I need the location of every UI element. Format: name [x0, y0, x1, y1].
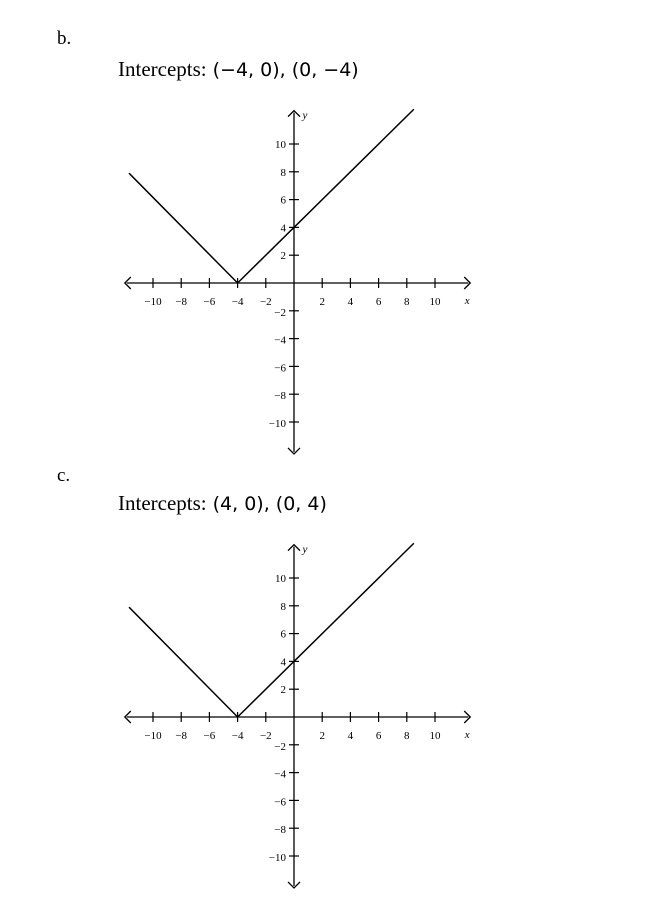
y-tick-label: −6: [274, 362, 286, 375]
x-tick-label: −6: [203, 296, 216, 308]
y-axis-label: y: [302, 109, 308, 122]
intercepts-label: Intercepts:: [118, 57, 207, 81]
y-tick-label: −8: [274, 390, 286, 403]
y-tick-label: −2: [274, 740, 286, 753]
x-tick-label: 8: [404, 730, 410, 742]
y-tick-label: 8: [280, 600, 286, 613]
graph-line: [129, 543, 414, 717]
y-tick-label: 6: [280, 628, 286, 641]
x-tick-label: 2: [319, 296, 325, 308]
y-tick-label: 4: [280, 222, 286, 235]
x-tick-label: −6: [203, 730, 216, 742]
x-tick-label: 2: [319, 730, 325, 742]
y-tick-label: −4: [274, 768, 286, 781]
y-tick-label: 8: [280, 166, 286, 179]
y-tick-label: −8: [274, 824, 286, 837]
y-tick-label: 2: [280, 250, 286, 263]
x-axis-label: x: [464, 729, 470, 741]
y-tick-label: 10: [275, 573, 286, 585]
x-tick-label: 10: [429, 296, 441, 308]
x-tick-label: 4: [347, 296, 354, 308]
y-tick-label: 6: [280, 194, 286, 207]
y-tick-label: −10: [268, 852, 286, 864]
y-tick-label: 4: [280, 656, 286, 669]
intercepts-value: (4, 0), (0, 4): [212, 493, 327, 515]
graph-line: [129, 109, 414, 283]
x-tick-label: −2: [259, 730, 272, 742]
x-tick-label: −2: [259, 296, 272, 308]
x-tick-label: 8: [404, 296, 410, 308]
y-axis-label: y: [302, 543, 308, 556]
x-tick-label: −4: [231, 730, 244, 742]
x-tick-label: 10: [429, 730, 441, 742]
x-tick-label: −10: [144, 730, 162, 742]
part-b-label: b.: [57, 28, 72, 49]
x-tick-label: −8: [175, 730, 188, 742]
intercepts-value: (−4, 0), (0, −4): [212, 59, 359, 81]
y-tick-label: 10: [275, 139, 286, 151]
x-tick-label: 6: [375, 730, 382, 742]
x-tick-label: −8: [175, 296, 188, 308]
y-tick-label: −6: [274, 796, 286, 809]
y-tick-label: 2: [280, 684, 286, 697]
y-tick-label: −2: [274, 306, 286, 319]
x-axis-label: x: [464, 295, 470, 307]
x-tick-label: 4: [347, 730, 354, 742]
graph-c: [0, 435, 649, 903]
y-tick-label: −10: [268, 418, 286, 430]
part-c-label: c.: [57, 465, 71, 486]
intercepts-label: Intercepts:: [118, 491, 207, 515]
x-tick-label: −4: [231, 296, 244, 308]
x-tick-label: 6: [375, 296, 382, 308]
x-tick-label: −10: [144, 296, 162, 308]
y-tick-label: −4: [274, 334, 286, 347]
